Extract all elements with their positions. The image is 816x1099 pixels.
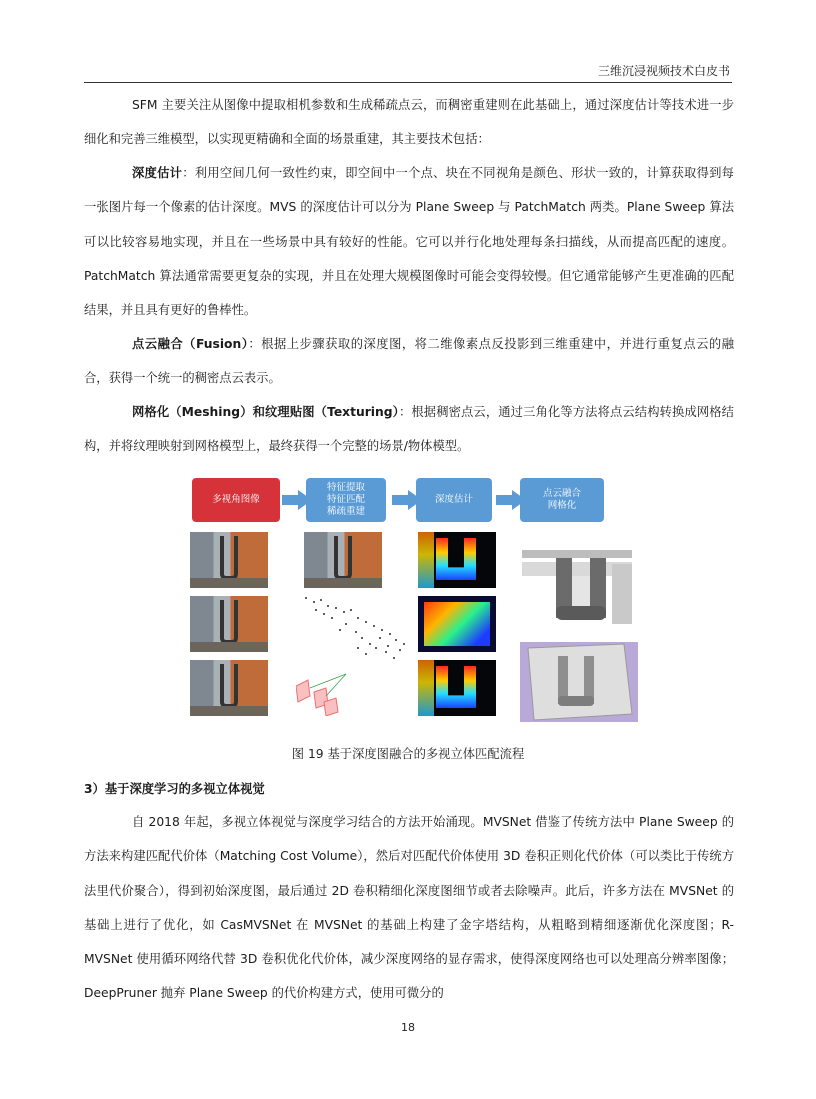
depth-map-2 bbox=[418, 596, 496, 652]
reference-image bbox=[304, 532, 382, 588]
input-image-1 bbox=[190, 532, 268, 588]
textured-mesh bbox=[520, 642, 638, 722]
paragraph-text: ：根据稠密点云，通过三角化等方法将点云结构转换成网格结构，并将纹理映射到网格模型上，最终获得一个完整的场景/物体模型。 bbox=[84, 405, 734, 454]
paragraph-deep-learning-mvs bbox=[84, 805, 734, 1011]
section-heading: 3）基于深度学习的多视立体视觉 bbox=[84, 782, 265, 796]
paragraph-lead: 点云融合（Fusion） bbox=[132, 337, 249, 351]
depth-map-3 bbox=[418, 660, 496, 716]
paragraph-depth-estimation bbox=[84, 156, 734, 327]
paragraph-lead: 深度估计 bbox=[132, 166, 183, 180]
flow-box-label: 多视角图像 bbox=[212, 494, 260, 505]
depth-map-1 bbox=[418, 532, 496, 588]
sparse-point-cloud bbox=[296, 588, 412, 716]
pipeline-figure bbox=[186, 470, 640, 722]
paragraph-meshing bbox=[84, 395, 734, 464]
page-number: 18 bbox=[401, 1021, 415, 1034]
paragraph-sfm-intro bbox=[84, 88, 734, 157]
dense-point-cloud bbox=[516, 540, 636, 636]
header-rule bbox=[84, 82, 732, 83]
flow-box-label: 深度估计 bbox=[434, 494, 473, 505]
input-image-2 bbox=[190, 596, 268, 652]
paragraph-text: SFM 主要关注从图像中提取相机参数和生成稀疏点云，而稠密重建则在此基础上，通过深度估计等技术进一步细化和完善三维模型，以实现更精确和全面的场景重建，其主要技术包括： bbox=[84, 98, 734, 147]
figure-caption: 图 19 基于深度图融合的多视立体匹配流程 bbox=[291, 747, 525, 761]
flow-box-label: 点云融合 网格化 bbox=[542, 488, 581, 511]
flow-box-depth-estimation bbox=[416, 478, 492, 522]
paragraph-lead: 网格化（Meshing）和纹理贴图（Texturing） bbox=[132, 405, 399, 419]
flow-box-fusion-meshing bbox=[520, 478, 604, 522]
flow-box-label: 特征提取 特征匹配 稀疏重建 bbox=[326, 482, 365, 517]
paragraph-text: ：根据上步骤获取的深度图，将二维像素点反投影到三维重建中，并进行重复点云的融合，获得一个统一的稠密点云表示。 bbox=[84, 337, 734, 386]
flow-box-sparse-reconstruction bbox=[306, 478, 386, 522]
flow-box-multiview-images bbox=[192, 478, 280, 522]
input-image-3 bbox=[190, 660, 268, 716]
header-title: 三维沉浸视频技术白皮书 bbox=[597, 64, 730, 78]
paragraph-text: ：利用空间几何一致性约束，即空间中一个点、块在不同视角是颜色、形状一致的，计算获取得到每一张图片每一个像素的估计深度。MVS 的深度估计可以分为 Plane Sweep 与 PatchMatch 两类。Plane Sweep 算法可以比较容易地实现，并且在一些场景中具有较好的性能。它可以并行化地处理每条扫描线，从而提高匹配的速度。PatchMatch 算法通常需要更复杂的实现，并且在处理大规模图像时可能会变得较慢。但它通常能够产生更准确的匹配结果，并且具有更好的鲁棒性。 bbox=[84, 166, 734, 318]
paragraph-fusion bbox=[84, 327, 734, 396]
paragraph-text: 自 2018 年起，多视立体视觉与深度学习结合的方法开始涌现。MVSNet 借鉴了传统方法中 Plane Sweep 的方法来构建匹配代价体（Matching Cost Volume），然后对匹配代价体使用 3D 卷积正则化代价体（可以类比于传统方法里代价聚合），得到初始深度图，最后通过 2D 卷积精细化深度图细节或者去除噪声。此后，许多方法在 MVSNet 的基础上进行了优化，如 CasMVSNet 在 MVSNet 的基础上构建了金字塔结构，从粗略到精细逐渐优化深度图；R-MVSNet 使用循环网络代替 3D 卷积优化代价体，减少深度网络的显存需求，使得深度网络也可以处理高分辨率图像；DeepPruner 抛弃 Plane Sweep 的代价构建方式，使用可微分的 bbox=[84, 815, 734, 1001]
